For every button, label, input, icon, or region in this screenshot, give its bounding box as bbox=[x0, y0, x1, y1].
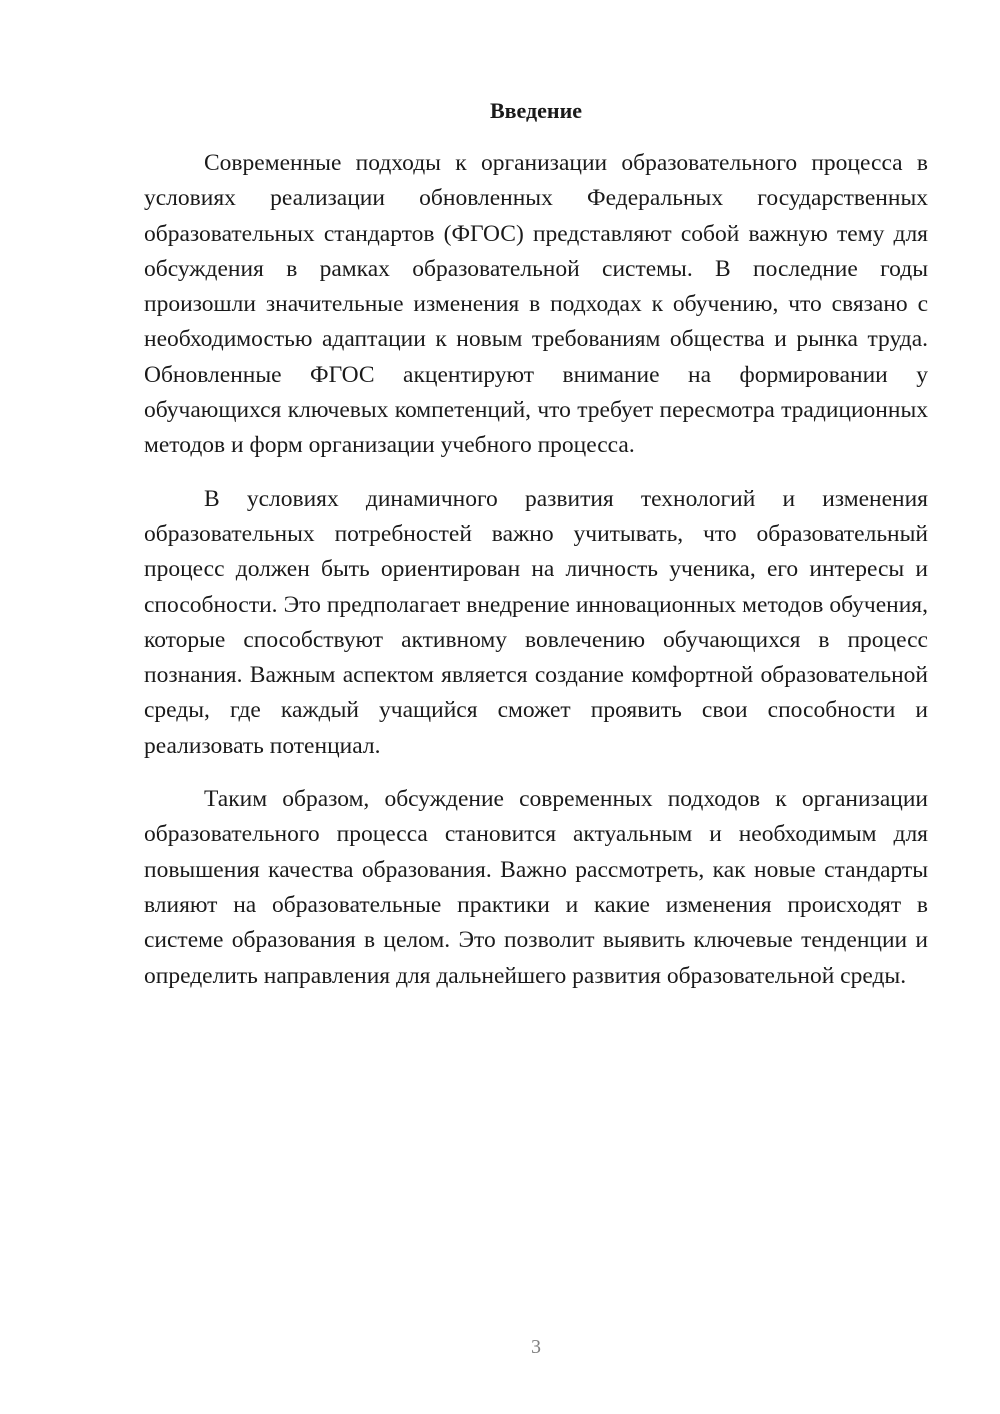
page-number: 3 bbox=[531, 1336, 541, 1358]
page-content bbox=[144, 96, 928, 1012]
paragraph-2: В условиях динамичного развития технологий и изменения образовательных потребностей важно учитывать, что образовательный процесс должен быть ориентирован на личность ученика, его интересы и способности. Это предполагает внедрение инновационных методов обучения, которые способствуют активному вовлечению обучающихся в процесс познания. Важным аспектом является создание комфортной образовательной среды, где каждый учащийся сможет проявить свои способности и реализовать потенциал. bbox=[144, 485, 928, 759]
section-title: Введение bbox=[489, 98, 583, 123]
paragraph-1: Современные подходы к организации образовательного процесса в условиях реализации обновленных Федеральных государственных образовательных стандартов (ФГОС) представляют собой важную тему для обсуждения в рамках образовательной системы. В последние годы произошли значительные изменения в подходах к обучению, что связано с необходимостью адаптации к новым требованиям общества и рынка труда. Обновленные ФГОС акцентируют внимание на формировании у обучающихся ключевых компетенций, что требует пересмотра традиционных методов и форм организации учебного процесса. bbox=[144, 150, 928, 459]
paragraph-3: Таким образом, обсуждение современных подходов к организации образовательного процесса становится актуальным и необходимым для повышения качества образования. Важно рассмотреть, как новые стандарты влияют на образовательные практики и какие изменения происходят в системе образования в целом. Это позволит выявить ключевые тенденции и определить направления для дальнейшего развития образовательной среды. bbox=[144, 786, 928, 989]
